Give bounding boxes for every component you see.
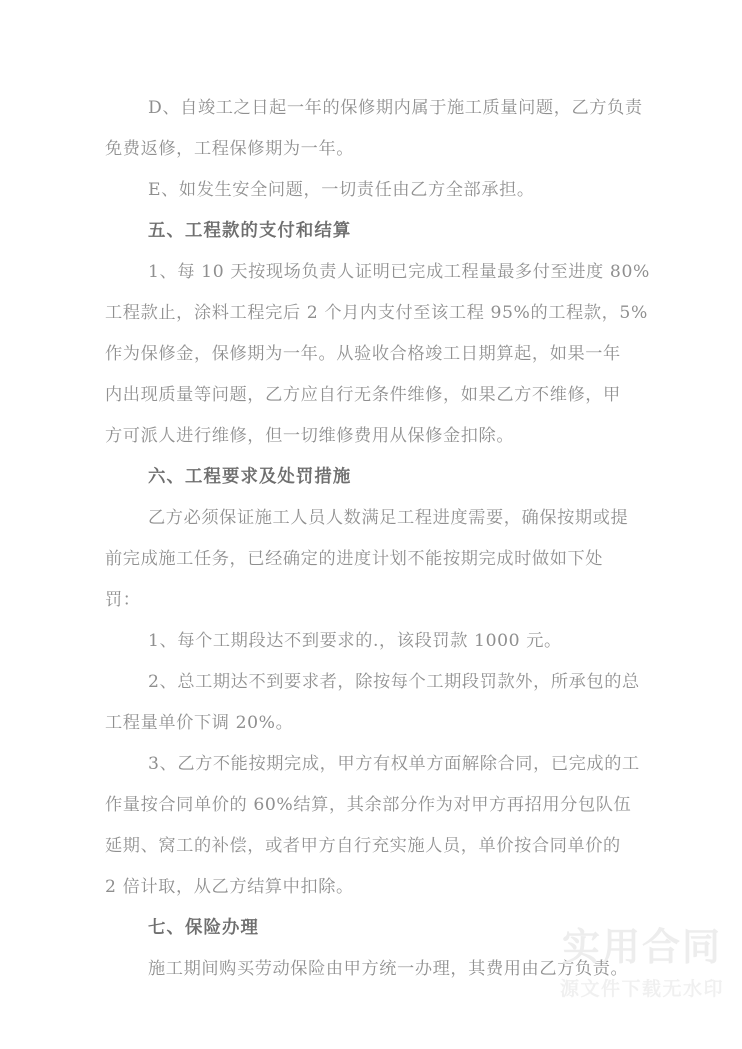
body-text-line: 延期、窝工的补偿，或者甲方自行充实施人员，单价按合同单价的 <box>105 836 621 856</box>
body-text-line: 1、每 10 天按现场负责人证明已完成工程量最多付至进度 80% <box>148 262 650 282</box>
body-text-line: E、如发生安全问题，一切责任由乙方全部承担。 <box>148 180 535 200</box>
body-text-line: D、自竣工之日起一年的保修期内属于施工质量问题，乙方负责 <box>148 98 643 118</box>
body-text-line: 前完成施工任务，已经确定的进度计划不能按期完成时做如下处 <box>105 549 604 569</box>
body-text-line: 乙方必须保证施工人员人数满足工程进度需要，确保按期或提 <box>148 508 629 528</box>
body-text-line: 作量按合同单价的 60%结算，其余部分作为对甲方再招用分包队伍 <box>105 795 632 815</box>
body-text-line: 1、每个工期段达不到要求的.，该段罚款 1000 元。 <box>148 631 562 651</box>
section-heading: 七、保险办理 <box>148 918 259 938</box>
body-text-line: 工程量单价下调 20%。 <box>105 713 294 733</box>
body-text-line: 3、乙方不能按期完成，甲方有权单方面解除合同，已完成的工 <box>148 754 640 774</box>
body-text-line: 2 倍计取，从乙方结算中扣除。 <box>105 877 354 897</box>
body-text-line: 内出现质量等问题，乙方应自行无条件维修，如果乙方不维修，甲 <box>105 385 621 405</box>
body-text-line: 免费返修，工程保修期为一年。 <box>105 139 355 159</box>
section-heading: 六、工程要求及处罚措施 <box>148 467 352 487</box>
body-text-line: 施工期间购买劳动保险由甲方统一办理，其费用由乙方负责。 <box>148 959 629 979</box>
watermark-subtitle: 源文件下载无水印 <box>559 978 724 1000</box>
body-text-line: 罚： <box>105 590 141 610</box>
body-text-line: 作为保修金，保修期为一年。从验收合格竣工日期算起，如果一年 <box>105 344 621 364</box>
body-text-line: 2、总工期达不到要求者，除按每个工期段罚款外，所承包的总 <box>148 672 640 692</box>
body-text-line: 方可派人进行维修，但一切维修费用从保修金扣除。 <box>105 426 515 446</box>
section-heading: 五、工程款的支付和结算 <box>148 221 352 241</box>
body-text-line: 工程款止，涂料工程完后 2 个月内支付至该工程 95%的工程款，5% <box>105 303 648 323</box>
watermark-title: 实用合同 <box>561 925 722 970</box>
